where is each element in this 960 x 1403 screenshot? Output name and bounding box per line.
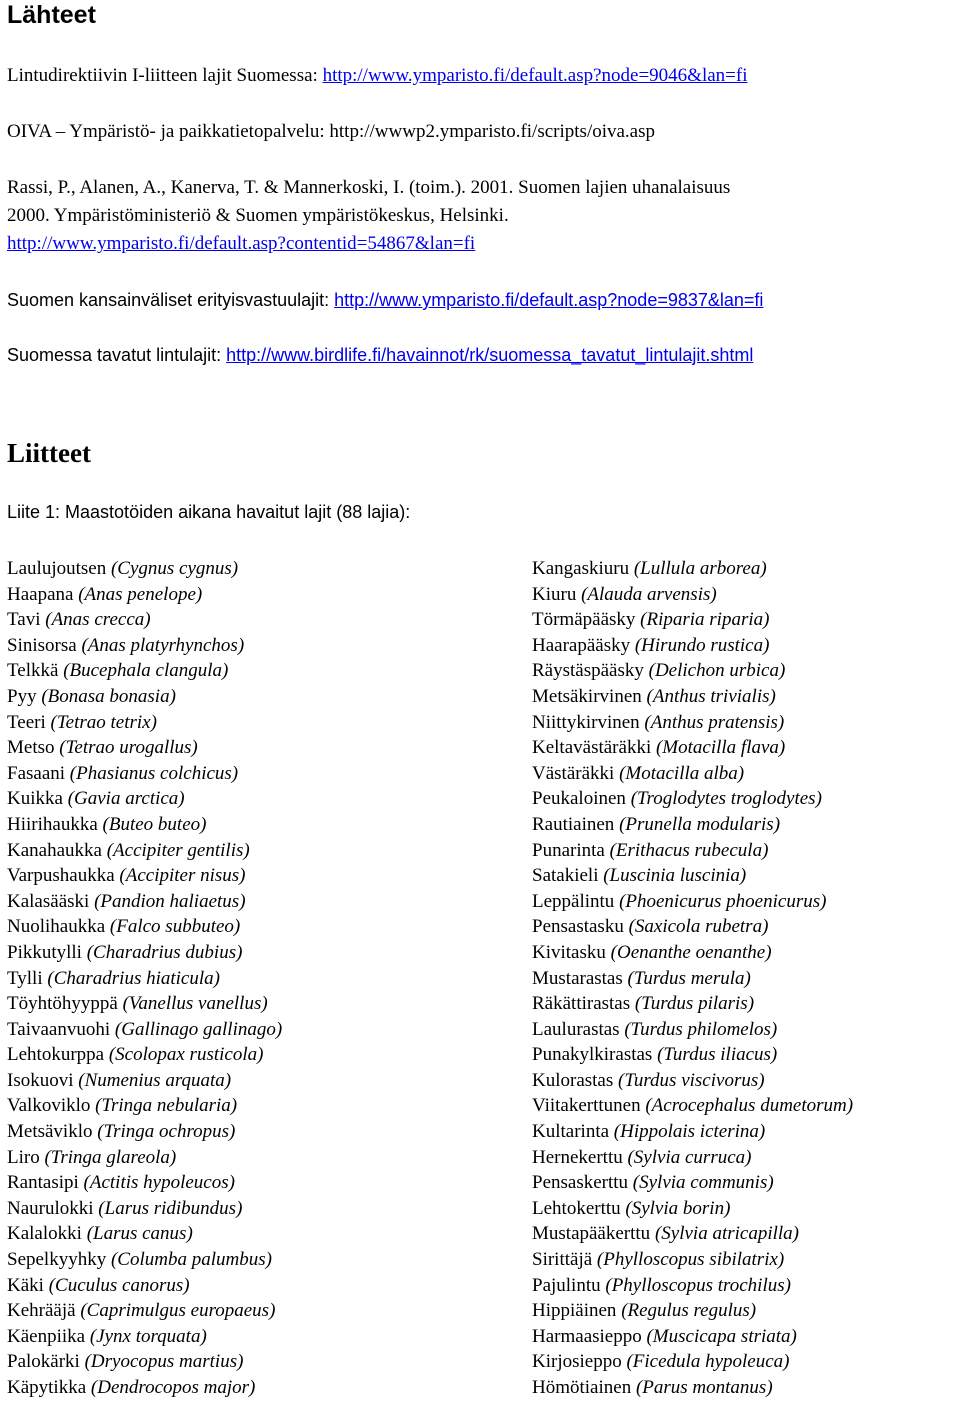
- reference-2: [7, 120, 655, 144]
- species-common-name: Kalalokki: [7, 1223, 82, 1245]
- species-row: [7, 710, 282, 736]
- species-scientific-name: (Motacilla flava): [655, 737, 786, 759]
- species-row: [532, 914, 853, 940]
- species-common-name: Kalasääski: [7, 890, 90, 912]
- species-row: [7, 812, 282, 838]
- reference-3-text-2: 2000. Ympäristöministeriö & Suomen ympäristökeskus, Helsinki.: [7, 205, 509, 226]
- species-row: [7, 1273, 282, 1299]
- species-common-name: Tavi: [7, 609, 41, 631]
- species-scientific-name: (Cuculus canorus): [48, 1274, 190, 1296]
- species-common-name: Kirjosieppo: [532, 1351, 622, 1373]
- species-common-name: Metsäkirvinen: [532, 685, 642, 707]
- species-list-left: [7, 556, 282, 1401]
- species-row: [7, 1145, 282, 1171]
- species-common-name: Kultarinta: [532, 1121, 610, 1143]
- species-common-name: Harmaasieppo: [532, 1325, 642, 1347]
- species-common-name: Pyy: [7, 685, 37, 707]
- reference-3-link-part-1[interactable]: http://www.ymparisto.fi/default.asp?: [7, 233, 286, 254]
- species-row: [7, 863, 282, 889]
- species-scientific-name: (Bucephala clangula): [63, 660, 229, 682]
- species-common-name: Käenpiika: [7, 1325, 86, 1347]
- species-scientific-name: (Erithacus rubecula): [609, 839, 769, 861]
- species-scientific-name: (Muscicapa striata): [646, 1325, 797, 1347]
- species-common-name: Kivitasku: [532, 941, 606, 963]
- species-row: [7, 1042, 282, 1068]
- species-row: [7, 914, 282, 940]
- species-row: [532, 658, 853, 684]
- species-common-name: Peukaloinen: [532, 788, 626, 810]
- species-scientific-name: (Anthus pratensis): [644, 711, 785, 733]
- species-common-name: Hömötiainen: [532, 1377, 632, 1398]
- species-scientific-name: (Saxicola rubetra): [628, 916, 769, 938]
- species-scientific-name: (Scolopax rusticola): [108, 1044, 264, 1066]
- species-common-name: Törmäpääsky: [532, 609, 636, 631]
- species-common-name: Kiuru: [532, 583, 577, 605]
- species-common-name: Kulorastas: [532, 1069, 614, 1091]
- species-row: [532, 1170, 853, 1196]
- species-scientific-name: (Actitis hypoleucos): [83, 1172, 235, 1194]
- species-scientific-name: (Caprimulgus europaeus): [80, 1300, 276, 1322]
- species-common-name: Mustapääkerttu: [532, 1223, 651, 1245]
- species-common-name: Teeri: [7, 711, 46, 733]
- species-row: [532, 889, 853, 915]
- species-row: [532, 582, 853, 608]
- species-row: [7, 838, 282, 864]
- species-row: [7, 1247, 282, 1273]
- species-scientific-name: (Hippolais icterina): [613, 1121, 766, 1143]
- species-common-name: Laulurastas: [532, 1018, 620, 1040]
- species-common-name: Naurulokki: [7, 1197, 94, 1219]
- species-scientific-name: (Lullula arborea): [633, 558, 767, 579]
- species-common-name: Viitakerttunen: [532, 1095, 641, 1117]
- species-scientific-name: (Gallinago gallinago): [114, 1018, 283, 1040]
- species-row: [7, 1068, 282, 1094]
- species-scientific-name: (Pandion haliaetus): [94, 890, 246, 912]
- species-common-name: Metsäviklo: [7, 1121, 93, 1143]
- species-common-name: Sirittäjä: [532, 1249, 593, 1271]
- species-scientific-name: (Sylvia borin): [625, 1197, 731, 1219]
- species-common-name: Hippiäinen: [532, 1300, 617, 1322]
- species-row: [7, 1221, 282, 1247]
- species-row: [532, 1119, 853, 1145]
- species-common-name: Palokärki: [7, 1351, 80, 1373]
- species-scientific-name: (Gavia arctica): [67, 788, 185, 810]
- species-row: [7, 582, 282, 608]
- species-common-name: Mustarastas: [532, 967, 623, 989]
- species-row: [7, 1298, 282, 1324]
- species-scientific-name: (Turdus pilaris): [634, 993, 755, 1015]
- species-common-name: Kangaskiuru: [532, 558, 630, 579]
- species-row: [532, 966, 853, 992]
- species-row: [532, 1042, 853, 1068]
- species-common-name: Pensastasku: [532, 916, 624, 938]
- species-row: [7, 556, 282, 582]
- species-scientific-name: (Sylvia curruca): [627, 1146, 752, 1168]
- species-row: [7, 1375, 282, 1401]
- species-scientific-name: (Larus canus): [86, 1223, 193, 1245]
- species-common-name: Kuikka: [7, 788, 63, 810]
- species-common-name: Pensaskerttu: [532, 1172, 629, 1194]
- species-common-name: Liro: [7, 1146, 40, 1168]
- species-common-name: Räkättirastas: [532, 993, 631, 1015]
- species-row: [532, 786, 853, 812]
- species-scientific-name: (Phoenicurus phoenicurus): [619, 890, 827, 912]
- species-common-name: Leppälintu: [532, 890, 615, 912]
- species-common-name: Metso: [7, 737, 55, 759]
- species-scientific-name: (Falco subbuteo): [109, 916, 241, 938]
- reference-3-line-1: [7, 176, 730, 200]
- reference-3-link-part-2[interactable]: contentid=54867&lan=fi: [285, 233, 476, 254]
- species-common-name: Nuolihaukka: [7, 916, 106, 938]
- species-common-name: Punarinta: [532, 839, 605, 861]
- species-common-name: Räystäspääsky: [532, 660, 644, 682]
- species-row: [532, 812, 853, 838]
- species-scientific-name: (Turdus viscivorus): [618, 1069, 765, 1091]
- species-scientific-name: (Charadrius dubius): [86, 941, 243, 963]
- species-scientific-name: (Buteo buteo): [102, 813, 207, 835]
- species-scientific-name: (Cygnus cygnus): [110, 558, 239, 579]
- species-row: [7, 1119, 282, 1145]
- species-common-name: Kehrääjä: [7, 1300, 76, 1322]
- reference-3-text-1: Rassi, P., Alanen, A., Kanerva, T. & Mannerkoski, I. (toim.). 2001. Suomen lajien uhanalaisuus: [7, 177, 731, 198]
- species-scientific-name: (Vanellus vanellus): [122, 993, 268, 1015]
- species-common-name: Valkoviklo: [7, 1095, 91, 1117]
- species-scientific-name: (Turdus merula): [627, 967, 751, 989]
- species-common-name: Varpushaukka: [7, 865, 115, 887]
- species-scientific-name: (Sylvia atricapilla): [654, 1223, 799, 1245]
- species-common-name: Taivaanvuohi: [7, 1018, 111, 1040]
- species-common-name: Rautiainen: [532, 813, 615, 835]
- species-common-name: Telkkä: [7, 660, 59, 682]
- species-row: [7, 658, 282, 684]
- reference-4-text: Suomen kansainväliset erityisvastuulajit:: [7, 290, 335, 310]
- species-common-name: Fasaani: [7, 762, 66, 784]
- species-common-name: Sinisorsa: [7, 634, 77, 656]
- species-common-name: Satakieli: [532, 865, 599, 887]
- species-common-name: Käki: [7, 1274, 44, 1296]
- species-row: [532, 1375, 853, 1401]
- species-common-name: Punakylkirastas: [532, 1044, 653, 1066]
- species-row: [532, 1017, 853, 1043]
- appendix-caption: Liite 1: Maastotöiden aikana havaitut lajit (88 lajia):: [7, 502, 411, 522]
- species-scientific-name: (Turdus philomelos): [624, 1018, 778, 1040]
- species-scientific-name: (Motacilla alba): [619, 762, 745, 784]
- reference-1-link[interactable]: http://www.ymparisto.fi/default.asp?node=9046&lan=fi: [322, 65, 748, 86]
- species-scientific-name: (Parus montanus): [635, 1377, 773, 1398]
- species-row: [7, 1324, 282, 1350]
- species-row: [7, 684, 282, 710]
- species-common-name: Tylli: [7, 967, 43, 989]
- species-common-name: Västäräkki: [532, 762, 615, 784]
- reference-4-link[interactable]: http://www.ymparisto.fi/default.asp?node=9837&lan=fi: [334, 290, 764, 310]
- species-scientific-name: (Prunella modularis): [619, 813, 781, 835]
- species-row: [7, 1093, 282, 1119]
- reference-5-link[interactable]: http://www.birdlife.fi/havainnot/rk/suomessa_tavatut_lintulajit.shtml: [226, 345, 754, 365]
- species-scientific-name: (Turdus iliacus): [657, 1044, 778, 1066]
- reference-1: [7, 64, 747, 88]
- species-scientific-name: (Regulus regulus): [621, 1300, 757, 1322]
- species-scientific-name: (Jynx torquata): [89, 1325, 207, 1347]
- species-scientific-name: (Anthus trivialis): [646, 685, 776, 707]
- species-common-name: Haapana: [7, 583, 74, 605]
- species-scientific-name: (Dendrocopos major): [90, 1377, 256, 1398]
- species-scientific-name: (Tetrao urogallus): [59, 737, 198, 759]
- reference-4: [7, 288, 763, 312]
- species-row: [532, 1324, 853, 1350]
- species-common-name: Lehtokurppa: [7, 1044, 105, 1066]
- species-scientific-name: (Tringa ochropus): [97, 1121, 236, 1143]
- species-row: [532, 1221, 853, 1247]
- reference-3-line-3[interactable]: [7, 232, 475, 256]
- species-common-name: Pikkutylli: [7, 941, 82, 963]
- species-row: [7, 991, 282, 1017]
- species-common-name: Sepelkyyhky: [7, 1249, 107, 1271]
- reference-3-line-2: [7, 204, 509, 228]
- species-common-name: Töyhtöhyyppä: [7, 993, 118, 1015]
- species-scientific-name: (Sylvia communis): [632, 1172, 774, 1194]
- species-row: [532, 1349, 853, 1375]
- species-row: [532, 735, 853, 761]
- species-row: [7, 735, 282, 761]
- species-row: [532, 633, 853, 659]
- species-list-right: [532, 556, 853, 1401]
- species-row: [7, 786, 282, 812]
- species-row: [7, 889, 282, 915]
- species-row: [532, 863, 853, 889]
- species-scientific-name: (Phylloscopus trochilus): [605, 1274, 791, 1296]
- species-common-name: Pajulintu: [532, 1274, 601, 1296]
- species-common-name: Keltavästäräkki: [532, 737, 652, 759]
- species-row: [7, 966, 282, 992]
- species-row: [532, 991, 853, 1017]
- appendix-heading: Liitteet: [7, 438, 91, 468]
- species-scientific-name: (Riparia riparia): [640, 609, 770, 631]
- species-common-name: Käpytikka: [7, 1377, 87, 1398]
- species-row: [532, 1196, 853, 1222]
- species-common-name: Kanahaukka: [7, 839, 102, 861]
- species-common-name: Rantasipi: [7, 1172, 79, 1194]
- species-scientific-name: (Ficedula hypoleuca): [626, 1351, 790, 1373]
- species-scientific-name: (Columba palumbus): [110, 1249, 272, 1271]
- species-common-name: Hiirihaukka: [7, 813, 98, 835]
- species-scientific-name: (Dryocopus martius): [84, 1351, 244, 1373]
- species-common-name: Hernekerttu: [532, 1146, 623, 1168]
- species-scientific-name: (Phylloscopus sibilatrix): [596, 1249, 785, 1271]
- species-scientific-name: (Charadrius hiaticula): [47, 967, 220, 989]
- species-row: [7, 1196, 282, 1222]
- species-row: [532, 710, 853, 736]
- species-scientific-name: (Anas penelope): [78, 583, 203, 605]
- species-scientific-name: (Phasianus colchicus): [69, 762, 239, 784]
- species-row: [532, 940, 853, 966]
- species-scientific-name: (Luscinia luscinia): [603, 865, 747, 887]
- species-row: [532, 607, 853, 633]
- species-row: [532, 1247, 853, 1273]
- species-scientific-name: (Oenanthe oenanthe): [610, 941, 772, 963]
- species-row: [7, 940, 282, 966]
- species-row: [532, 1273, 853, 1299]
- species-row: [532, 1145, 853, 1171]
- species-row: [532, 1298, 853, 1324]
- species-scientific-name: (Hirundo rustica): [634, 634, 770, 656]
- species-row: [532, 1068, 853, 1094]
- reference-5: [7, 343, 753, 367]
- species-scientific-name: (Delichon urbica): [648, 660, 786, 682]
- species-common-name: Niittykirvinen: [532, 711, 640, 733]
- species-scientific-name: (Tetrao tetrix): [50, 711, 157, 733]
- species-row: [7, 761, 282, 787]
- species-common-name: Isokuovi: [7, 1069, 74, 1091]
- species-scientific-name: (Alauda arvensis): [581, 583, 717, 605]
- species-common-name: Haarapääsky: [532, 634, 631, 656]
- species-common-name: Lehtokerttu: [532, 1197, 621, 1219]
- species-scientific-name: (Numenius arquata): [78, 1069, 232, 1091]
- species-row: [532, 838, 853, 864]
- reference-1-text: Lintudirektiivin I-liitteen lajit Suomessa:: [7, 65, 323, 86]
- species-row: [532, 556, 853, 582]
- species-row: [7, 633, 282, 659]
- species-scientific-name: (Accipiter nisus): [119, 865, 246, 887]
- reference-3-link[interactable]: [7, 233, 475, 254]
- species-row: [7, 1349, 282, 1375]
- species-row: [7, 1170, 282, 1196]
- reference-2-text: OIVA – Ympäristö- ja paikkatietopalvelu: http://wwwp2.ymparisto.fi/scripts/oiva.asp: [7, 121, 656, 142]
- species-scientific-name: (Troglodytes troglodytes): [630, 788, 822, 810]
- species-scientific-name: (Larus ridibundus): [98, 1197, 243, 1219]
- species-row: [7, 1017, 282, 1043]
- species-scientific-name: (Anas platyrhynchos): [81, 634, 245, 656]
- species-common-name: Laulujoutsen: [7, 558, 107, 579]
- species-scientific-name: (Tringa glareola): [44, 1146, 177, 1168]
- species-row: [532, 1093, 853, 1119]
- species-row: [532, 684, 853, 710]
- species-scientific-name: (Accipiter gentilis): [106, 839, 250, 861]
- species-row: [7, 607, 282, 633]
- reference-5-text: Suomessa tavatut lintulajit:: [7, 345, 227, 365]
- species-scientific-name: (Anas crecca): [45, 609, 151, 631]
- species-scientific-name: (Bonasa bonasia): [41, 685, 176, 707]
- references-heading: Lähteet: [7, 1, 96, 29]
- species-row: [532, 761, 853, 787]
- species-scientific-name: (Tringa nebularia): [95, 1095, 238, 1117]
- species-scientific-name: (Acrocephalus dumetorum): [645, 1095, 854, 1117]
